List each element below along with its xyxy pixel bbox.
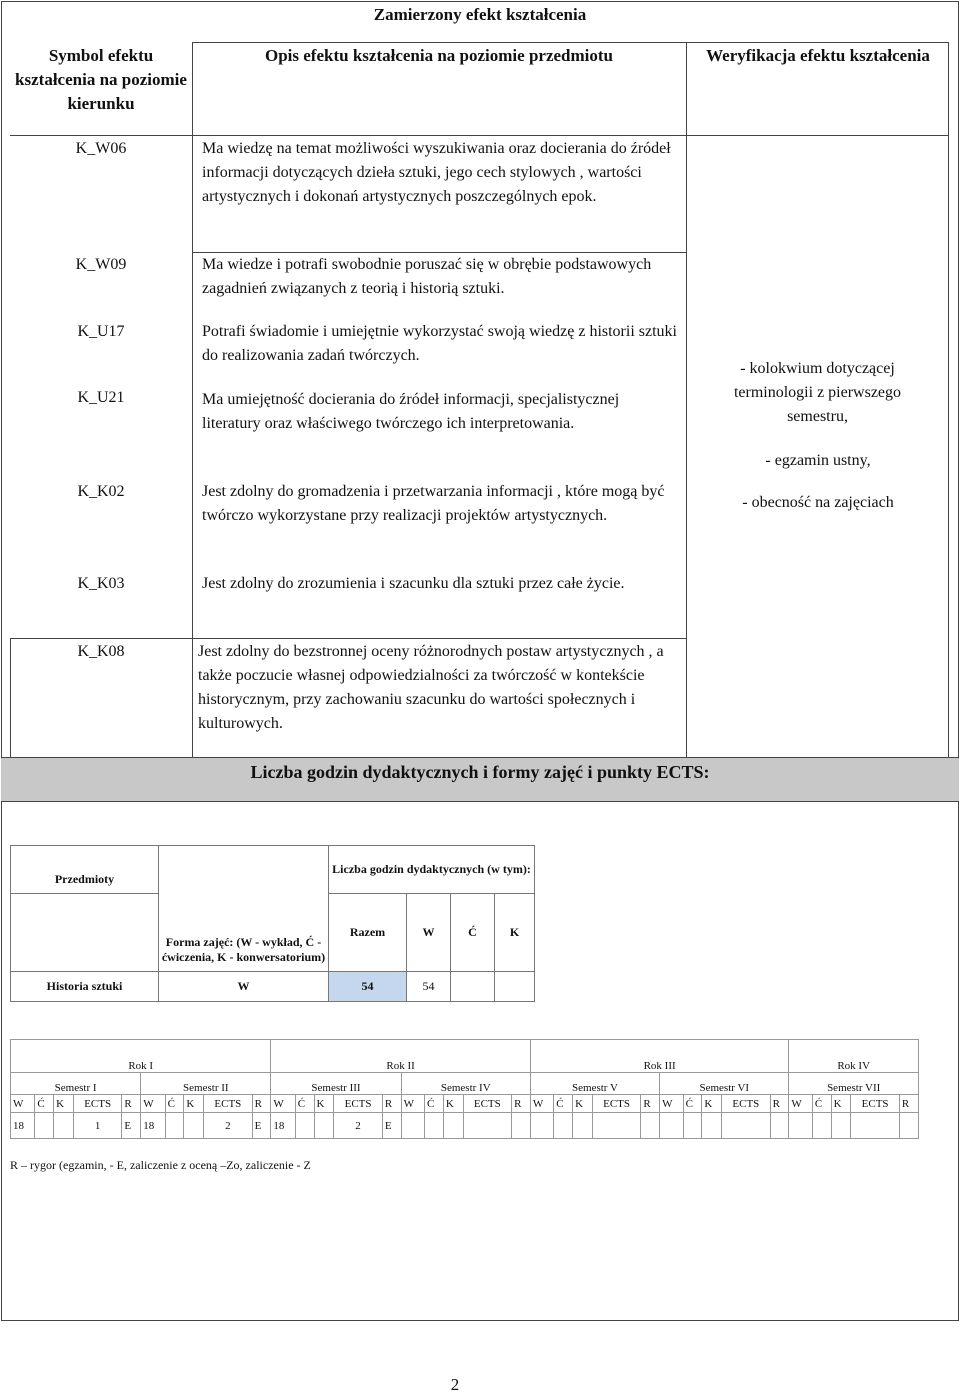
year-header: Rok III [530,1040,789,1073]
table-cell: Historia sztuki [11,972,159,1002]
table-cell: E [252,1113,271,1139]
subheader-cell: R [512,1095,531,1113]
subheader-row [11,1095,919,1113]
semester-header: Semestr IV [401,1073,530,1095]
table-cell: 54 [329,972,407,1002]
table-cell [573,1113,593,1139]
table-cell: 18 [141,1113,165,1139]
subheader-cell: W [530,1095,553,1113]
table-cell [184,1113,204,1139]
table-cell: 18 [11,1113,35,1139]
page-number: 2 [450,1375,460,1393]
table-header: Przedmioty [11,846,159,894]
subheader-cell: ECTS [73,1095,122,1113]
header-opis: Opis efektu kształcenia na poziomie przedmiotu [264,46,613,65]
outcome-text: Potrafi świadomie i umiejętnie wykorzystać swoją wiedzę z historii sztuki do realizowania zadań twórczych. [202,323,677,364]
subheader-cell: Ć [554,1095,573,1113]
table-cell [530,1113,553,1139]
semester-header: Semestr VI [660,1073,789,1095]
subheader-cell: K [443,1095,463,1113]
subheader-cell: Ć [295,1095,314,1113]
table-cell: E [122,1113,141,1139]
grid-line [192,42,949,43]
table-cell [851,1113,900,1139]
grid-line [10,135,949,136]
grid-line [192,42,193,757]
table-cell: 18 [271,1113,295,1139]
year-header: Rok I [11,1040,271,1073]
outcome-text: Ma wiedze i potrafi swobodnie poruszać się w obrębie podstawowych zagadnień związanych z teorią i historią sztuki. [202,256,652,297]
semester-header: Semestr II [141,1073,271,1095]
semester-header: Semestr V [530,1073,659,1095]
table-cell [660,1113,683,1139]
subheader-cell: K [573,1095,593,1113]
verification-text: - egzamin ustny, [765,452,871,469]
table-header: Liczba godzin dydaktycznych (w tym): [329,846,535,894]
subheader-cell: R [122,1095,141,1113]
outcome-code: K_U17 [77,323,125,340]
outcome-text: Ma wiedzę na temat możliwości wyszukiwania oraz docierania do źródeł informacji dotyczących dzieła sztuki, jego cech stylowych , wartości artystycznych i dokonań artystycznych poszczególnych epok. [202,140,671,205]
outcome-text: Ma umiejętność docierania do źródeł informacji, specjalistycznej literatury oraz właściwego twórczego ich interpretowania. [202,391,620,432]
table-cell [443,1113,463,1139]
subheader-cell: Ć [683,1095,702,1113]
outcome-code: K_U21 [77,389,125,406]
table-header: K [495,894,535,972]
table-cell [812,1113,831,1139]
subheader-cell: ECTS [851,1095,900,1113]
grid-line [10,638,11,757]
grid-line [686,42,687,757]
subheader-cell: R [899,1095,918,1113]
table-cell [641,1113,660,1139]
semester-header: Semestr III [271,1073,401,1095]
table-cell [702,1113,722,1139]
verification-text: - kolokwium dotyczącej terminologii z pierwszego semestru, [733,360,902,425]
subheader-cell: Ć [35,1095,54,1113]
subheader-cell: W [401,1095,424,1113]
table-header: Ć [451,894,495,972]
table-cell [314,1113,334,1139]
section-title: Liczba godzin dydaktycznych i formy zajęć i punkty ECTS: [250,762,710,782]
table-header: Razem [329,894,407,972]
outcome-code: K_K08 [77,643,125,660]
table-cell: E [382,1113,401,1139]
table-cell [425,1113,444,1139]
subheader-cell: R [382,1095,401,1113]
table-cell [401,1113,424,1139]
table-cell [899,1113,918,1139]
subheader-cell: K [831,1095,851,1113]
section-band [1,757,959,802]
subheader-cell: K [184,1095,204,1113]
table-cell [495,972,535,1002]
table-cell [722,1113,771,1139]
legend-text: R – rygor (egzamin, - E, zaliczenie z oceną –Zo, zaliczenie - Z [10,1158,311,1172]
semester-header: Semestr I [11,1073,141,1095]
subheader-cell: W [271,1095,295,1113]
table-cell [683,1113,702,1139]
semester-header: Semestr VII [789,1073,919,1095]
table-cell [554,1113,573,1139]
subheader-cell: W [11,1095,35,1113]
subheader-cell: ECTS [463,1095,512,1113]
outcome-text: Jest zdolny do bezstronnej oceny różnorodnych postaw artystycznych , a także poczucie własnej odpowiedzialności za twórczość w kontekście historycznym, przy zachowaniu szacunku do wartości społecznych i kulturowych. [198,643,664,732]
subheader-cell: Ć [165,1095,184,1113]
table-cell [831,1113,851,1139]
subheader-cell: ECTS [204,1095,253,1113]
outcome-text: Jest zdolny do gromadzenia i przetwarzania informacji , które mogą być twórczo wykorzystane przy realizacji projektów artystycznych. [202,483,665,524]
table-cell: 2 [334,1113,383,1139]
schedule-table [10,1039,919,1139]
table-cell: 1 [73,1113,122,1139]
grid-line [948,42,949,757]
table-cell [35,1113,54,1139]
subheader-cell: R [770,1095,789,1113]
subheader-cell: W [141,1095,165,1113]
subheader-cell: W [660,1095,683,1113]
outcome-code: K_W06 [75,140,127,157]
verification-text: - obecność na zajęciach [742,494,894,511]
subheader-cell: K [314,1095,334,1113]
table-cell [295,1113,314,1139]
subheader-cell: K [702,1095,722,1113]
outcome-code: K_W09 [75,256,127,273]
subheader-cell: W [789,1095,812,1113]
header-symbol: Symbol efektu kształcenia na poziomie kierunku [15,46,187,113]
subheader-cell: Ć [425,1095,444,1113]
outcome-text: Jest zdolny do zrozumienia i szacunku dla sztuki przez całe życie. [202,575,625,592]
header-weryfikacja: Weryfikacja efektu kształcenia [706,46,930,65]
table-header: W [407,894,451,972]
table-cell [512,1113,531,1139]
year-header: Rok II [271,1040,530,1073]
grid-line [10,638,687,639]
outcome-code: K_K02 [77,483,125,500]
table-cell [592,1113,641,1139]
year-header: Rok IV [789,1040,919,1073]
table-cell [463,1113,512,1139]
subheader-cell: Ć [812,1095,831,1113]
section-title: Zamierzony efekt kształcenia [373,5,587,24]
subheader-cell: ECTS [592,1095,641,1113]
subheader-cell: K [54,1095,74,1113]
table-cell: 54 [407,972,451,1002]
subheader-cell: ECTS [722,1095,771,1113]
table-cell [54,1113,74,1139]
table-cell [770,1113,789,1139]
subheader-cell: ECTS [334,1095,383,1113]
table-header: Forma zajęć: (W - wykład, Ć - ćwiczenia, K - konwersatorium) [159,846,329,972]
subheader-cell: R [252,1095,271,1113]
table-cell [165,1113,184,1139]
table-cell: 2 [204,1113,253,1139]
table-cell [11,894,159,972]
table-cell [789,1113,812,1139]
table-cell [451,972,495,1002]
hours-table [10,845,535,1002]
subheader-cell: R [641,1095,660,1113]
table-cell: W [159,972,329,1002]
outcome-code: K_K03 [77,575,125,592]
